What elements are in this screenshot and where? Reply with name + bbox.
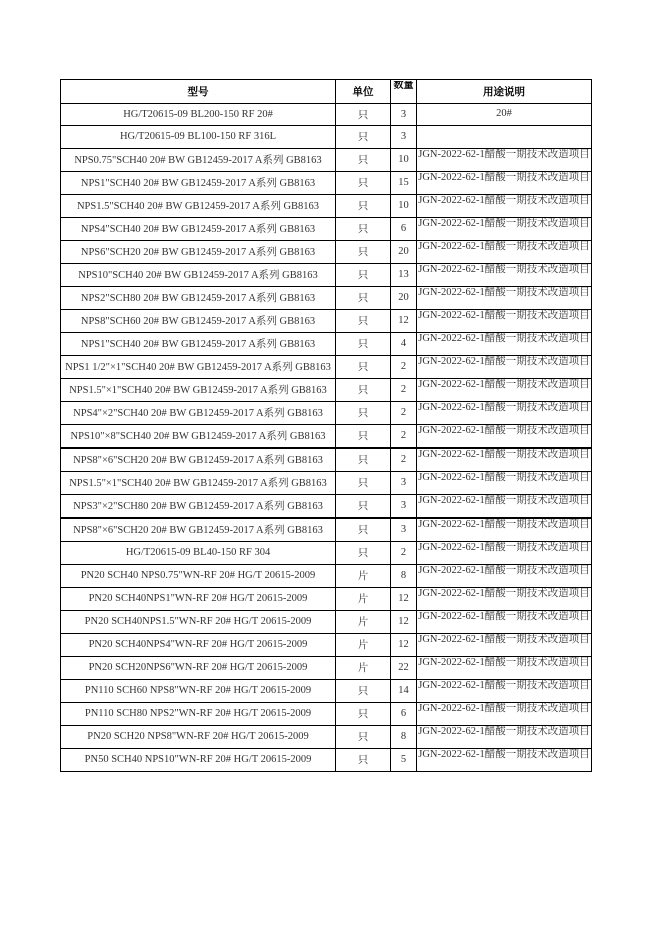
cell-desc [417,748,592,771]
cell-unit: 只 [336,263,391,286]
cell-unit: 只 [336,518,391,542]
cell-desc [417,240,592,263]
cell-qty: 20 [391,240,417,263]
cell-qty: 12 [391,633,417,656]
cell-qty: 6 [391,702,417,725]
cell-unit: 只 [336,240,391,263]
cell-desc [417,355,592,378]
cell-model: HG/T20615-09 BL100-150 RF 316L [61,126,336,148]
table-row [61,309,592,332]
cell-model: NPS6"SCH20 20# BW GB12459-2017 A系列 GB8163 [61,240,336,263]
cell-unit: 片 [336,633,391,656]
cell-model: NPS10"SCH40 20# BW GB12459-2017 A系列 GB8163 [61,263,336,286]
cell-unit: 片 [336,610,391,633]
table-row [61,104,592,126]
cell-qty: 2 [391,401,417,424]
table-row [61,518,592,542]
cell-qty: 4 [391,332,417,355]
cell-model: NPS3"×2"SCH80 20# BW GB12459-2017 A系列 GB8163 [61,494,336,518]
table-row [61,286,592,309]
table-row [61,587,592,610]
table-row [61,355,592,378]
cell-desc [417,587,592,610]
cell-qty: 3 [391,104,417,126]
cell-model: HG/T20615-09 BL40-150 RF 304 [61,541,336,564]
cell-desc-text: JGN-2022-62-1醋酸一期技术改造项目 [418,725,590,737]
cell-desc-text: JGN-2022-62-1醋酸一期技术改造项目 [418,656,590,668]
cell-desc-text: JGN-2022-62-1醋酸一期技术改造项目 [418,240,590,252]
header-desc: 用途说明 [417,80,592,104]
cell-model: NPS8"SCH60 20# BW GB12459-2017 A系列 GB8163 [61,309,336,332]
cell-unit: 只 [336,424,391,448]
cell-unit: 片 [336,656,391,679]
cell-desc [417,194,592,217]
cell-model: NPS1 1/2"×1"SCH40 20# BW GB12459-2017 A系列 GB8163 [61,355,336,378]
cell-qty: 2 [391,448,417,472]
cell-unit: 只 [336,378,391,401]
table-row [61,541,592,564]
cell-qty: 3 [391,126,417,148]
cell-qty: 13 [391,263,417,286]
cell-model: PN110 SCH80 NPS2"WN-RF 20# HG/T 20615-2009 [61,702,336,725]
cell-desc [417,104,592,126]
cell-unit: 只 [336,471,391,494]
cell-desc [417,286,592,309]
cell-desc-text: JGN-2022-62-1醋酸一期技术改造项目 [418,148,590,160]
cell-model: PN20 SCH40NPS4"WN-RF 20# HG/T 20615-2009 [61,633,336,656]
cell-desc [417,332,592,355]
cell-qty: 2 [391,355,417,378]
cell-unit: 只 [336,748,391,771]
cell-model: NPS0.75"SCH40 20# BW GB12459-2017 A系列 GB8163 [61,148,336,171]
cell-desc [417,217,592,240]
cell-qty: 10 [391,194,417,217]
cell-model: HG/T20615-09 BL200-150 RF 20# [61,104,336,126]
cell-qty: 15 [391,171,417,194]
table-row [61,564,592,587]
cell-unit: 只 [336,702,391,725]
cell-desc [417,448,592,472]
header-qty-text: 数量 [393,80,414,91]
cell-desc [417,564,592,587]
cell-model: NPS1.5"SCH40 20# BW GB12459-2017 A系列 GB8163 [61,194,336,217]
cell-qty: 22 [391,656,417,679]
cell-model: PN50 SCH40 NPS10"WN-RF 20# HG/T 20615-2009 [61,748,336,771]
table-row [61,263,592,286]
cell-unit: 只 [336,309,391,332]
cell-desc-text: JGN-2022-62-1醋酸一期技术改造项目 [418,355,590,367]
cell-model: PN20 SCH40 NPS0.75"WN-RF 20# HG/T 20615-2009 [61,564,336,587]
cell-desc [417,378,592,401]
cell-desc-text: JGN-2022-62-1醋酸一期技术改造项目 [418,610,590,622]
cell-model: NPS8"×6"SCH20 20# BW GB12459-2017 A系列 GB8163 [61,448,336,472]
cell-desc-text [417,126,591,147]
cell-model: PN110 SCH60 NPS8"WN-RF 20# HG/T 20615-2009 [61,679,336,702]
cell-desc-text: JGN-2022-62-1醋酸一期技术改造项目 [418,378,590,390]
table-row [61,471,592,494]
cell-qty: 2 [391,541,417,564]
cell-desc-text: JGN-2022-62-1醋酸一期技术改造项目 [418,194,590,206]
cell-qty: 2 [391,424,417,448]
cell-desc-text: JGN-2022-62-1醋酸一期技术改造项目 [418,748,590,760]
cell-model: PN20 SCH40NPS1.5"WN-RF 20# HG/T 20615-2009 [61,610,336,633]
cell-desc [417,633,592,656]
cell-model: NPS1"SCH40 20# BW GB12459-2017 A系列 GB8163 [61,171,336,194]
cell-desc [417,679,592,702]
cell-desc [417,126,592,148]
cell-desc-text: JGN-2022-62-1醋酸一期技术改造项目 [418,564,590,576]
cell-desc-text: JGN-2022-62-1醋酸一期技术改造项目 [418,332,590,344]
cell-desc-text: JGN-2022-62-1醋酸一期技术改造项目 [418,424,590,436]
table-row [61,702,592,725]
cell-qty: 3 [391,518,417,542]
table-row [61,401,592,424]
cell-desc-text: JGN-2022-62-1醋酸一期技术改造项目 [418,448,590,460]
cell-desc-text: JGN-2022-62-1醋酸一期技术改造项目 [418,702,590,714]
table-row [61,378,592,401]
cell-unit: 只 [336,355,391,378]
table-body [61,104,592,772]
table-row [61,633,592,656]
cell-desc [417,518,592,542]
table-row [61,494,592,518]
cell-desc-text: JGN-2022-62-1醋酸一期技术改造项目 [418,587,590,599]
header-unit: 单位 [336,80,391,104]
table-row [61,656,592,679]
cell-model: NPS1.5"×1"SCH40 20# BW GB12459-2017 A系列 GB8163 [61,471,336,494]
cell-unit: 只 [336,217,391,240]
cell-unit: 片 [336,564,391,587]
cell-desc-text: JGN-2022-62-1醋酸一期技术改造项目 [418,541,590,553]
header-qty [391,80,417,104]
cell-unit: 只 [336,448,391,472]
cell-desc-text: JGN-2022-62-1醋酸一期技术改造项目 [418,217,590,229]
cell-model: NPS4"SCH40 20# BW GB12459-2017 A系列 GB8163 [61,217,336,240]
cell-desc [417,148,592,171]
cell-qty: 2 [391,378,417,401]
cell-desc [417,702,592,725]
cell-model: NPS10"×8"SCH40 20# BW GB12459-2017 A系列 GB8163 [61,424,336,448]
cell-unit: 只 [336,725,391,748]
cell-qty: 8 [391,725,417,748]
cell-qty: 3 [391,471,417,494]
table-row [61,171,592,194]
cell-desc-text: JGN-2022-62-1醋酸一期技术改造项目 [418,309,590,321]
cell-desc-text: JGN-2022-62-1醋酸一期技术改造项目 [418,171,590,183]
cell-desc-text: 20# [496,108,512,120]
cell-model: NPS4"×2"SCH40 20# BW GB12459-2017 A系列 GB8163 [61,401,336,424]
cell-desc [417,610,592,633]
cell-unit: 只 [336,148,391,171]
cell-model: PN20 SCH40NPS1"WN-RF 20# HG/T 20615-2009 [61,587,336,610]
cell-unit: 只 [336,401,391,424]
cell-desc [417,424,592,448]
header-row [61,80,592,104]
table-row [61,148,592,171]
cell-model: NPS1.5"×1"SCH40 20# BW GB12459-2017 A系列 GB8163 [61,378,336,401]
cell-desc [417,309,592,332]
cell-desc-text: JGN-2022-62-1醋酸一期技术改造项目 [418,471,590,483]
cell-desc [417,401,592,424]
cell-desc-text: JGN-2022-62-1醋酸一期技术改造项目 [418,263,590,275]
cell-desc-text: JGN-2022-62-1醋酸一期技术改造项目 [418,494,590,506]
cell-unit: 只 [336,171,391,194]
cell-unit: 只 [336,541,391,564]
table-row [61,679,592,702]
parts-table [60,79,592,772]
cell-desc-text: JGN-2022-62-1醋酸一期技术改造项目 [418,679,590,691]
cell-desc [417,471,592,494]
cell-unit: 只 [336,194,391,217]
cell-qty: 8 [391,564,417,587]
cell-desc-text: JGN-2022-62-1醋酸一期技术改造项目 [418,401,590,413]
cell-unit: 只 [336,679,391,702]
table-row [61,748,592,771]
cell-unit: 只 [336,286,391,309]
table-row [61,126,592,148]
cell-qty: 14 [391,679,417,702]
table-row [61,610,592,633]
table-row [61,448,592,472]
cell-model: NPS1"SCH40 20# BW GB12459-2017 A系列 GB8163 [61,332,336,355]
cell-desc-text: JGN-2022-62-1醋酸一期技术改造项目 [418,633,590,645]
cell-model: PN20 SCH20 NPS8"WN-RF 20# HG/T 20615-2009 [61,725,336,748]
cell-desc [417,171,592,194]
cell-desc [417,725,592,748]
cell-desc [417,541,592,564]
cell-unit: 只 [336,494,391,518]
table-row [61,217,592,240]
cell-unit: 只 [336,332,391,355]
table-row [61,194,592,217]
cell-desc-text: JGN-2022-62-1醋酸一期技术改造项目 [418,286,590,298]
table-row [61,240,592,263]
cell-unit: 只 [336,104,391,126]
cell-qty: 3 [391,494,417,518]
table-row [61,332,592,355]
cell-model: PN20 SCH20NPS6"WN-RF 20# HG/T 20615-2009 [61,656,336,679]
table-row [61,725,592,748]
table-row [61,424,592,448]
cell-qty: 6 [391,217,417,240]
cell-qty: 5 [391,748,417,771]
cell-qty: 20 [391,286,417,309]
cell-unit: 片 [336,587,391,610]
header-model: 型号 [61,80,336,104]
cell-desc [417,656,592,679]
cell-desc-text: JGN-2022-62-1醋酸一期技术改造项目 [418,518,590,530]
cell-desc [417,494,592,518]
cell-model: NPS2"SCH80 20# BW GB12459-2017 A系列 GB8163 [61,286,336,309]
cell-qty: 10 [391,148,417,171]
cell-qty: 12 [391,610,417,633]
cell-unit: 只 [336,126,391,148]
cell-model: NPS8"×6"SCH20 20# BW GB12459-2017 A系列 GB8163 [61,518,336,542]
cell-desc [417,263,592,286]
cell-qty: 12 [391,309,417,332]
cell-qty: 12 [391,587,417,610]
